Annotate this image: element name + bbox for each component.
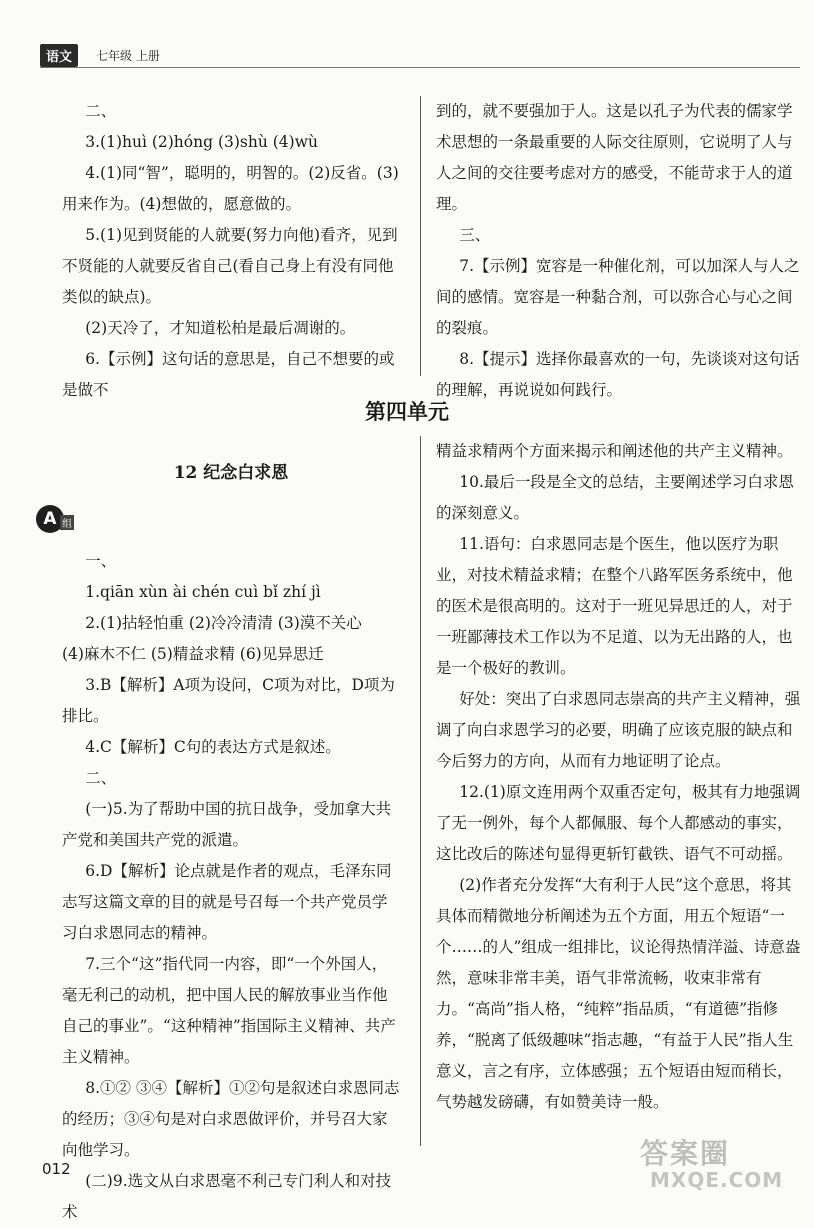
text-line: 6.【示例】这句话的意思是，自己不想要的或是做不 [62, 350, 395, 399]
text-line: 5.(1)见到贤能的人就要(努力向他)看齐，见到不贤能的人就要反省自己(看自己身上有没有同他类似的缺点)。 [62, 226, 398, 306]
bottom-right-column [436, 436, 804, 1118]
text-line: 精益求精两个方面来揭示和阐述他的共产主义精神。 [436, 442, 793, 460]
text-line: 二、 [85, 102, 117, 120]
group-a-badge-icon [36, 505, 78, 535]
text-line: 到的，就不要强加于人。这是以孔子为代表的儒家学术思想的一条最重要的人际交往原则，它说明了人与人之间的交往要考虑对方的感受，不能苛求于人的道理。 [436, 102, 793, 213]
grade-label: 七年级 上册 [96, 49, 160, 63]
column-divider-bottom [420, 436, 421, 1146]
text-line: 3.(1)huì (2)hóng (3)shù (4)wù [85, 133, 318, 151]
column-divider-top [420, 96, 421, 376]
text-line: 好处：突出了白求恩同志崇高的共产主义精神，强调了向白求恩学习的必要，明确了应该克服的缺点和今后努力的方向，从而有力地证明了论点。 [436, 690, 801, 770]
text-line: 二、 [85, 769, 117, 787]
watermark-logo: 答案圈 [640, 1137, 731, 1170]
text-line: (4)麻木不仁 (5)精益求精 (6)见异思迁 [62, 645, 324, 663]
text-line: 2.(1)拈轻怕重 (2)冷冷清清 (3)漠不关心 [85, 614, 362, 632]
text-line: (二)9.选文从白求恩毫不利己专门利人和对技术 [62, 1172, 392, 1221]
page-number: 012 [42, 1160, 71, 1178]
badge-sub: 组 [60, 515, 74, 530]
subject-tag: 语文 [40, 44, 78, 67]
text-line: 7.三个“这”指代同一内容，即“一个外国人，毫无利己的动机，把中国人民的解放事业当作他自己的事业”。“这种精神”指国际主义精神、共产主义精神。 [62, 955, 396, 1066]
text-line: 6.D【解析】论点就是作者的观点，毛泽东同志写这篇文章的目的就是号召每一个共产党员学习白求恩同志的精神。 [62, 862, 392, 942]
text-line: 一、 [85, 552, 117, 570]
text-line: (2)作者充分发挥“大有利于人民”这个意思，将其具体而精微地分析阐述为五个方面，用五个短语“一个……的人”组成一组排比，议论得热情洋溢、诗意盎然，意味非常丰美，语气非常流畅，收束非常有力。“高尚”指人格，“纯粹”指品质，“有道德”指修养，“脱离了低级趣味”指志趣，“有益于人民”指人生意义，言之有序，立体感强；五个短语由短而稍长，气势越发磅礴，有如赞美诗一般。 [436, 876, 801, 1111]
top-right-column [436, 96, 804, 406]
page-header [40, 44, 800, 66]
lesson-title: 12 纪念白求恩 [173, 463, 289, 483]
text-line: 7.【示例】宽容是一种催化剂，可以加深人与人之间的感情。宽容是一种黏合剂，可以弥合心与心之间的裂痕。 [436, 257, 800, 337]
text-line: 8.【提示】选择你最喜欢的一句，先谈谈对这句话的理解，再说说如何践行。 [436, 350, 800, 399]
bottom-left-column [62, 546, 400, 1228]
text-line: 4.(1)同“智”，聪明的，明智的。(2)反省。(3)用来作为。(4)想做的，愿意做的。 [62, 164, 399, 213]
text-line: 1.qiān xùn ài chén cuì bǐ zhí jì [85, 583, 321, 601]
text-line: 8.①② ③④【解析】①②句是叙述白求恩同志的经历；③④句是对白求恩做评价，并号召大家向他学习。 [62, 1079, 400, 1159]
header-rule [40, 67, 800, 68]
top-left-column [62, 96, 400, 406]
text-line: 12.(1)原文连用两个双重否定句，极其有力地强调了无一例外，每个人都佩服、每个人都感动的事实，这比改后的陈述句显得更斩钉截铁、语气不可动摇。 [436, 783, 801, 863]
watermark-url: MXQE.COM [650, 1168, 784, 1192]
text-line: 4.C【解析】C句的表达方式是叙述。 [85, 738, 341, 756]
badge-letter: A [36, 505, 64, 533]
text-line: 11.语句：白求恩同志是个医生，他以医疗为职业，对技术精益求精；在整个八路军医务系统中，他的医术是很高明的。这对于一班见异思迁的人，对于一班鄙薄技术工作以为不足道、以为无出路的人，也是一个极好的教训。 [436, 535, 793, 677]
unit-title: 第四单元 [365, 400, 449, 424]
text-line: (2)天冷了，才知道松柏是最后凋谢的。 [85, 319, 356, 337]
text-line: 10.最后一段是全文的总结，主要阐述学习白求恩的深刻意义。 [436, 473, 794, 522]
text-line: 3.B【解析】A项为设问，C项为对比，D项为排比。 [62, 676, 395, 725]
text-line: (一)5.为了帮助中国的抗日战争，受加拿大共产党和美国共产党的派遣。 [62, 800, 392, 849]
text-line: 三、 [459, 226, 491, 244]
